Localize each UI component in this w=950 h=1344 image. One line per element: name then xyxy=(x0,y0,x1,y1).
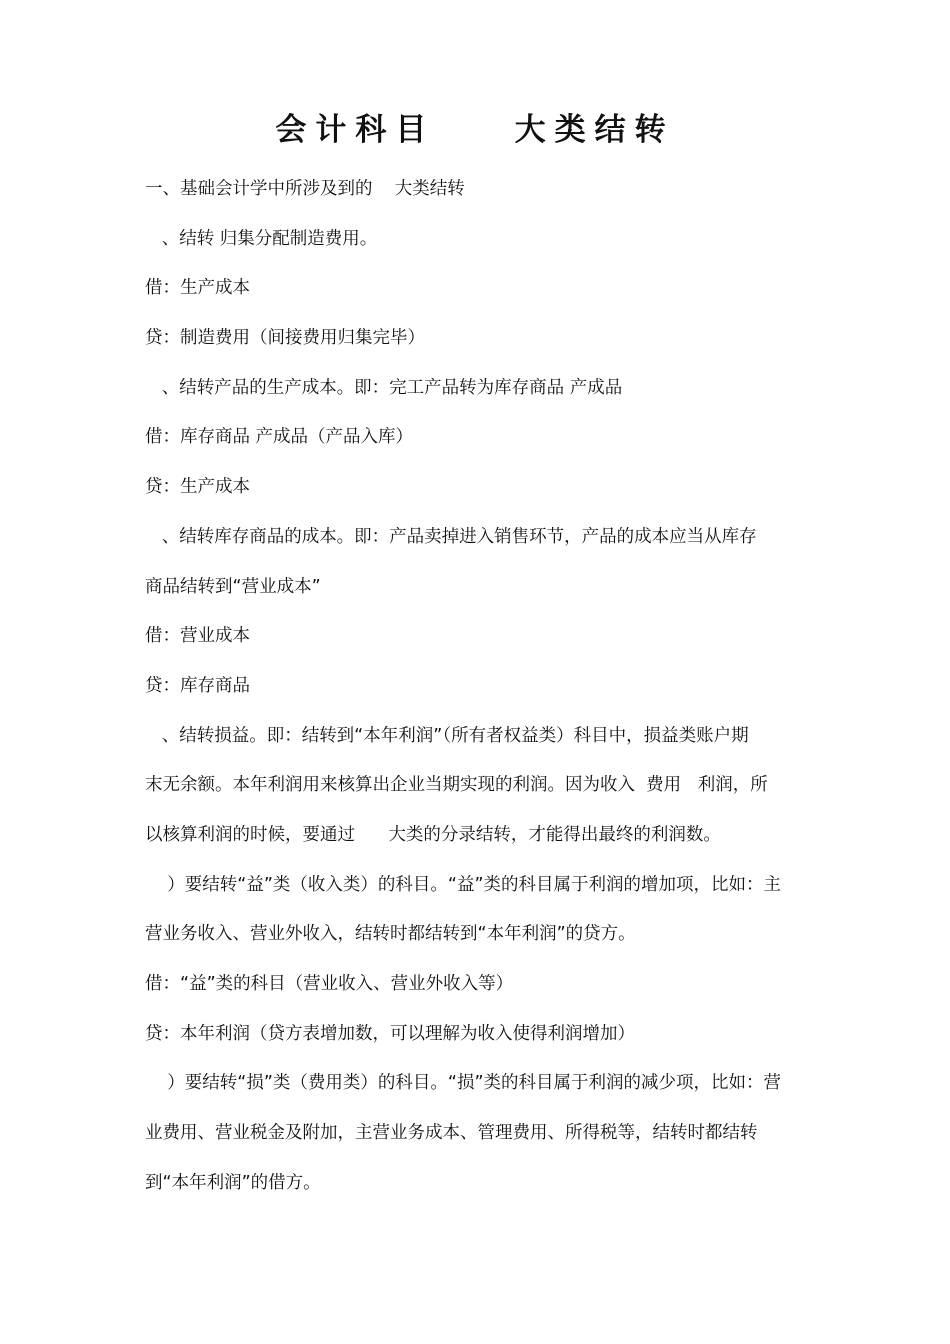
document-title: 会计科目 大类结转 xyxy=(275,112,675,148)
text-line: 、结转库存商品的成本。即：产品卖掉进入销售环节，产品的成本应当从库存 xyxy=(145,526,757,547)
text-line: 到“本年利润”的借方。 xyxy=(145,1172,321,1193)
text-line: 借：营业成本 xyxy=(145,626,250,647)
text-line: 、结转损益。即：结转到“本年利润”（所有者权益类）科目中，损益类账户期 xyxy=(145,725,749,746)
text-line: 以核算利润的时候，要通过 大类的分录结转，才能得出最终的利润数。 xyxy=(145,824,721,845)
text-line: 贷：库存商品 xyxy=(145,675,250,696)
text-line: 贷：生产成本 xyxy=(145,477,250,498)
text-line: 借：“益”类的科目（营业收入、营业外收入等） xyxy=(145,974,514,994)
text-line: 借：生产成本 xyxy=(145,278,250,299)
text-line: 、结转产品的生产成本。即：完工产品转为库存商品 产成品 xyxy=(145,377,623,398)
text-line: 借：库存商品 产成品（产品入库） xyxy=(145,427,414,448)
text-line: ）要结转“损”类（费用类）的科目。“损”类的科目属于利润的减少项，比如：营 xyxy=(145,1073,782,1094)
text-line: 贷：本年利润（贷方表增加数，可以理解为收入使得利润增加） xyxy=(145,1023,635,1044)
text-line: 业费用、营业税金及附加，主营业务成本、管理费用、所得税等，结转时都结转 xyxy=(145,1123,758,1144)
text-line: 商品结转到“营业成本” xyxy=(145,576,321,597)
text-line: ）要结转“益”类（收入类）的科目。“益”类的科目属于利润的增加项，比如：主 xyxy=(145,874,782,895)
text-line: 一、基础会计学中所涉及到的 大类结转 xyxy=(145,179,465,199)
document-body xyxy=(145,174,810,1217)
text-line: 营业务收入、营业外收入，结转时都结转到“本年利润”的贷方。 xyxy=(145,924,636,945)
text-line: 末无余额。本年利润用来核算出企业当期实现的利润。因为收入 费用 利润，所 xyxy=(145,775,768,796)
text-line: 贷：制造费用（间接费用归集完毕） xyxy=(145,328,425,349)
text-line: 、结转 归集分配制造费用。 xyxy=(145,228,378,249)
